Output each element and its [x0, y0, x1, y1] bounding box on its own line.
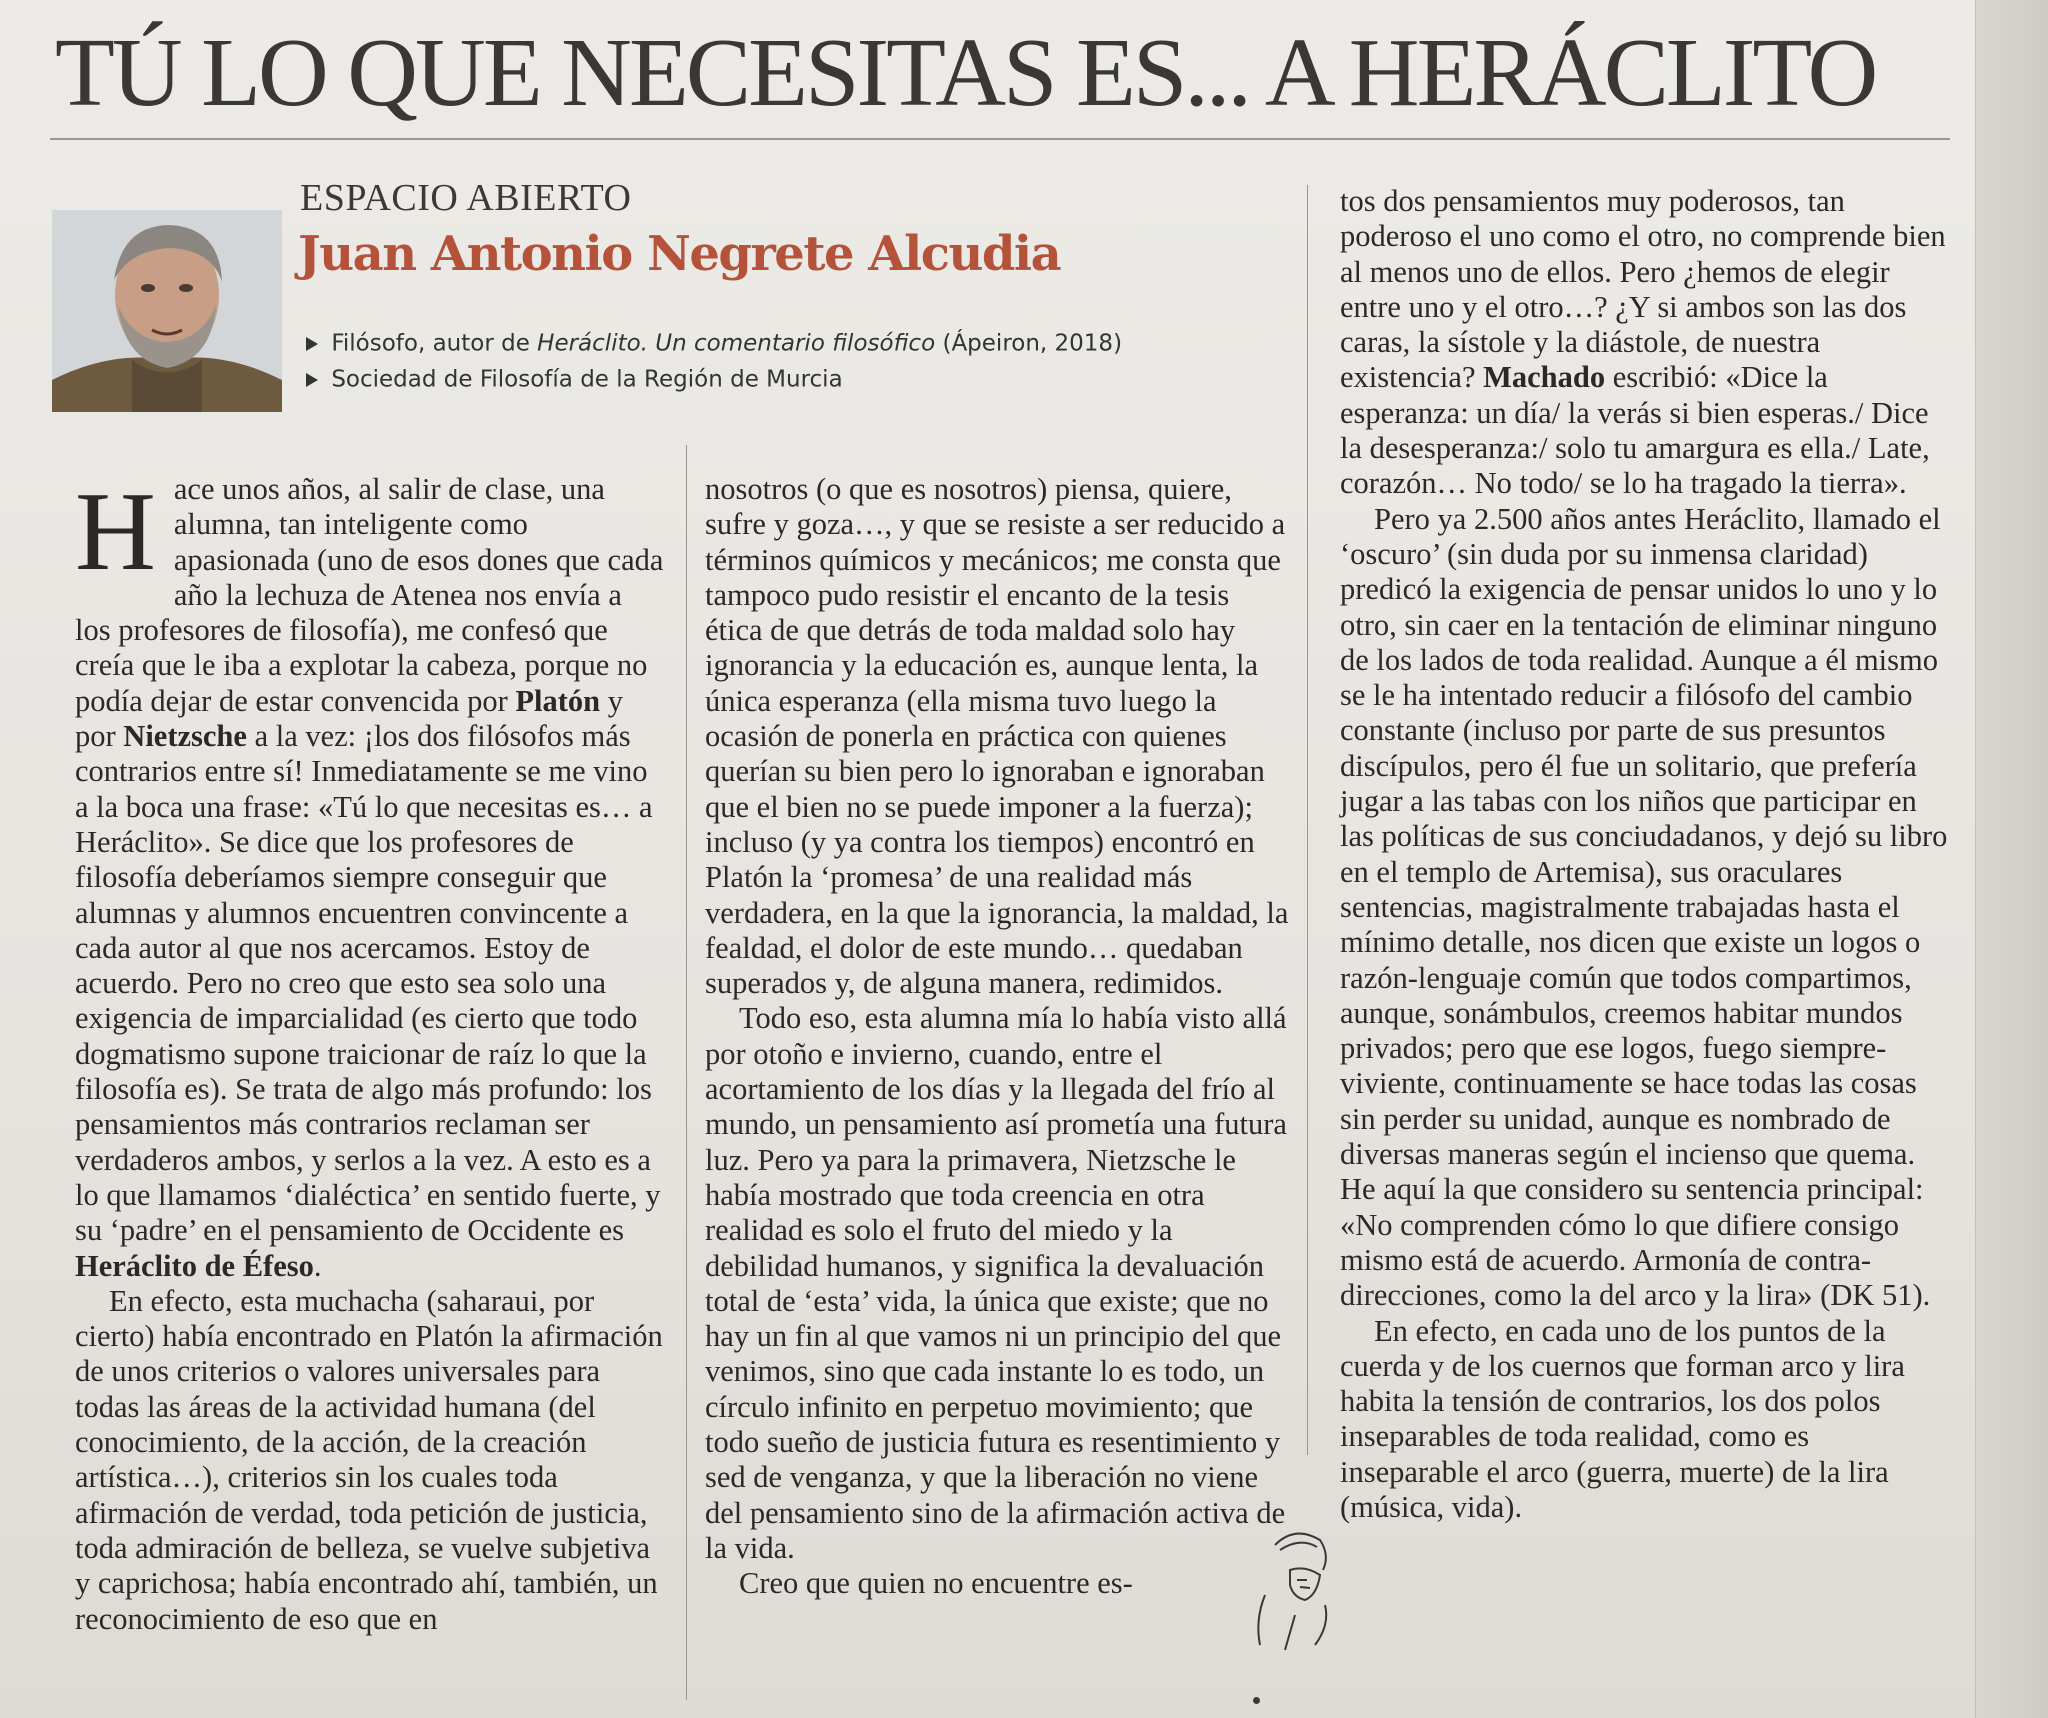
credit-text: Sociedad de Filosofía de la Región de Murcia — [331, 366, 843, 393]
paragraph: nosotros (o que es nosotros) piensa, quiere, sufre y goza…, y que se resiste a ser reducido a términos químicos y mecánicos; me consta que tampoco pudo resistir el encanto de la tesis ética de que detrás de toda maldad solo hay ignorancia y la educación es, aunque lenta, la única esperanza (ella misma tuvo luego la ocasión de ponerla en práctica con quienes querían su bien pero lo ignoraban e ignoraban que el bien no se puede imponer a la fuerza); incluso (y ya contra los tiempos) encontró en Platón la ‘promesa’ de una realidad más verdadera, en la que la ignorancia, la maldad, la fealdad, el dolor de este mundo… quedaban superados y, de alguna manera, redimidos. — [705, 472, 1289, 1001]
headline: TÚ LO QUE NECESITAS ES... A HERÁCLITO — [55, 19, 1876, 127]
column-rule — [1307, 185, 1308, 1455]
paragraph: Todo eso, esta alumna mía lo había visto allá por otoño e invierno, cuando, entre el acortamiento de los días y la llegada del frío al mundo, un pensamiento así prometía una futura luz. Pero ya para la primavera, Nietzsche le había mostrado que toda creencia en otra realidad es solo el fruto del miedo y la debilidad humanos, y significa la devaluación total de ‘esta’ vida, la única que existe; que no hay un fin al que vamos ni un principio del que venimos, sino que cada instante lo es todo, un círculo infinito en perpetuo movimiento; que todo sueño de justicia futura es resentimiento y sed de venganza, y que la liberación no viene del pensamiento sino de la afirmación activa de la vida. — [705, 1001, 1287, 1565]
credit-line — [306, 330, 1122, 366]
article-column-3 — [1340, 184, 1950, 1525]
paragraph: En efecto, esta muchacha (saharaui, por cierto) había encontrado en Platón la afirmación de unos criterios o valores universales para todas las áreas de la actividad humana (del conocimiento, de la acción, de la creación artística…), criterios sin los cuales toda afirmación de verdad, toda petición de justicia, toda admiración de belleza, se vuelve subjetiva y caprichosa; había encontrado ahí, también, un reconocimiento de eso que en — [75, 1283, 663, 1636]
author-photo — [52, 210, 282, 412]
article-column-2 — [705, 472, 1290, 1602]
triangle-bullet-icon — [306, 337, 318, 351]
section-label: ESPACIO ABIERTO — [300, 177, 632, 219]
paragraph: Hace unos años, al salir de clase, una alumna, tan inteligente como apasionada (uno de esos dones que cada año la lechuza de Atenea nos envía a los profesores de filosofía), me confesó que creía que le iba a explotar la cabeza, porque no podía dejar de estar convencida por Platón y por Nietzsche a la vez: ¡los dos filósofos más contrarios entre sí! Inmediatamente se me vino a la boca una frase: «Tú lo que necesitas es… a Heráclito». Se dice que los profesores de filosofía deberíamos siempre conseguir que alumnas y alumnos encuentren convincente a cada autor al que nos acercamos. Estoy de acuerdo. Pero no creo que esto sea solo una exigencia de imparcialidad (es cierto que todo dogmatismo supone traicionar de raíz lo que la filosofía es). Se trata de algo más profundo: los pensamientos más contrarios reclaman ser verdaderos ambos, y serlos a la vez. A esto es a lo que llamamos ‘dialéctica’ en sentido fuerte, y su ‘padre’ en el pensamiento de Occidente es Heráclito de Éfeso. — [75, 470, 664, 1283]
page-dot — [1253, 1697, 1260, 1704]
adjacent-page-edge — [1975, 0, 2048, 1718]
credit-line — [306, 366, 1122, 402]
paragraph: tos dos pensamientos muy poderosos, tan poderoso el uno como el otro, no comprende bien al menos uno de ellos. Pero ¿hemos de elegir entre uno y el otro…? ¿Y si ambos son las dos caras, la sístole y la diástole, de nuestra existencia? Machado escribió: «Dice la esperanza: un día/ la verás si bien esperas./ Dice la desesperanza:/ solo tu amargura es ella./ Late, corazón… No todo/ se lo ha tragado la tierra». — [1340, 184, 1946, 501]
paragraph: Creo que quien no encuentre es- — [739, 1566, 1133, 1601]
author-name: Juan Antonio Negrete Alcudia — [298, 226, 1061, 282]
paragraph: Pero ya 2.500 años antes Heráclito, llamado el ‘oscuro’ (sin duda por su inmensa claridad) predicó la exigencia de pensar unidos lo uno y lo otro, sin caer en la tentación de eliminar ninguno de los lados de toda realidad. Aunque a él mismo se le ha intentado reducir a filósofo del cambio constante (incluso por parte de sus presuntos discípulos, pero él fue un solitario, que prefería jugar a las tabas con los niños que participar en las políticas de sus conciudadanos, y dejó su libro en el templo de Artemisa), sus oraculares sentencias, magistralmente trabajadas hasta el mínimo detalle, nos dicen que existe un logos o razón-lenguaje común que todos compartimos, aunque, sonámbulos, creemos habitar mundos privados; pero que ese logos, fuego siempre-viviente, continuamente se hace todas las cosas sin perder su unidad, aunque es nombrado de diversas maneras según el incienso que quema. He aquí la que considero su sentencia principal: «No comprenden cómo lo que difiere consigo mismo está de acuerdo. Armonía de contra-direcciones, como la del arco y la lira» (DK 51). — [1340, 501, 1948, 1313]
article-column-1 — [75, 472, 665, 1637]
author-credits — [306, 330, 1122, 402]
drop-cap: H — [75, 470, 156, 594]
credit-text: Filósofo, autor de Heráclito. Un comentario filosófico (Ápeiron, 2018) — [331, 330, 1123, 357]
heraclitus-sketch-icon — [1235, 1525, 1355, 1655]
triangle-bullet-icon — [306, 373, 318, 387]
headline-rule — [50, 138, 1950, 140]
paragraph: En efecto, en cada uno de los puntos de la cuerda y de los cuernos que forman arco y lira habita la tensión de contrarios, los dos polos inseparables de toda realidad, como es inseparable el arco (guerra, muerte) de la lira (música, vida). — [1340, 1313, 1905, 1524]
column-rule — [686, 445, 687, 1700]
